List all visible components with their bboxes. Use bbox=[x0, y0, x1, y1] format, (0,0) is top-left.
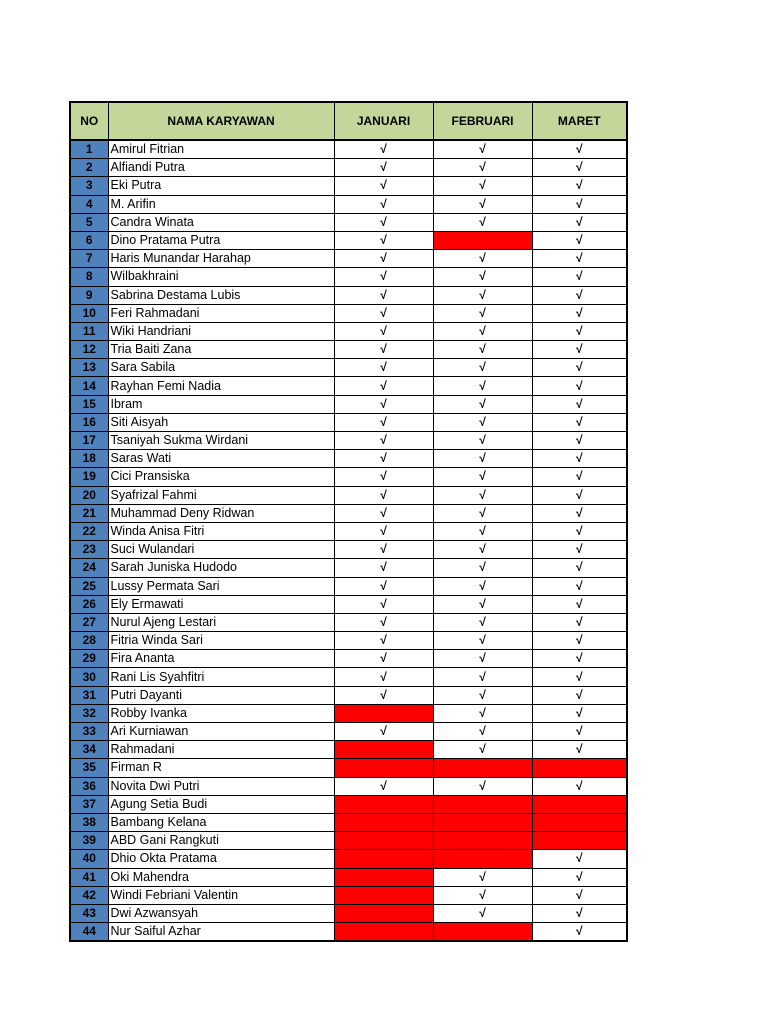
check-icon-march: √ bbox=[532, 286, 627, 304]
check-icon-march: √ bbox=[532, 140, 627, 159]
employee-name: Candra Winata bbox=[108, 213, 334, 231]
check-icon-february: √ bbox=[433, 432, 532, 450]
check-icon-march: √ bbox=[532, 486, 627, 504]
check-icon-march: √ bbox=[532, 213, 627, 231]
employee-name: Amirul Fitrian bbox=[108, 140, 334, 159]
table-row bbox=[70, 395, 627, 413]
employee-name: Lussy Permata Sari bbox=[108, 577, 334, 595]
row-number: 5 bbox=[70, 213, 108, 231]
check-icon-march: √ bbox=[532, 613, 627, 631]
row-number: 16 bbox=[70, 413, 108, 431]
row-number: 15 bbox=[70, 395, 108, 413]
employee-name: Sara Sabila bbox=[108, 359, 334, 377]
row-number: 13 bbox=[70, 359, 108, 377]
table-row bbox=[70, 632, 627, 650]
row-number: 28 bbox=[70, 632, 108, 650]
attendance-table bbox=[69, 101, 628, 942]
table-row bbox=[70, 140, 627, 159]
employee-name: Nurul Ajeng Lestari bbox=[108, 613, 334, 631]
check-icon-march: √ bbox=[532, 177, 627, 195]
check-icon-january: √ bbox=[334, 595, 433, 613]
check-icon-march: √ bbox=[532, 413, 627, 431]
employee-name: Wilbakhraini bbox=[108, 268, 334, 286]
row-number: 39 bbox=[70, 832, 108, 850]
row-number: 40 bbox=[70, 850, 108, 868]
check-icon-february: √ bbox=[433, 159, 532, 177]
check-icon-march: √ bbox=[532, 668, 627, 686]
header-march: MARET bbox=[532, 102, 627, 140]
row-number: 44 bbox=[70, 923, 108, 942]
table-row bbox=[70, 595, 627, 613]
check-icon-march: √ bbox=[532, 541, 627, 559]
row-number: 21 bbox=[70, 504, 108, 522]
row-number: 36 bbox=[70, 777, 108, 795]
check-icon-march: √ bbox=[532, 923, 627, 942]
table-body bbox=[70, 140, 627, 941]
employee-name: Novita Dwi Putri bbox=[108, 777, 334, 795]
check-icon-february: √ bbox=[433, 704, 532, 722]
check-icon-february: √ bbox=[433, 504, 532, 522]
check-icon-march: √ bbox=[532, 559, 627, 577]
row-number: 11 bbox=[70, 322, 108, 340]
check-icon-february: √ bbox=[433, 377, 532, 395]
table-row bbox=[70, 231, 627, 249]
table-row bbox=[70, 832, 627, 850]
table-row bbox=[70, 359, 627, 377]
row-number: 33 bbox=[70, 723, 108, 741]
row-number: 43 bbox=[70, 904, 108, 922]
row-number: 10 bbox=[70, 304, 108, 322]
row-number: 2 bbox=[70, 159, 108, 177]
check-icon-february: √ bbox=[433, 723, 532, 741]
employee-name: Haris Munandar Harahap bbox=[108, 250, 334, 268]
check-icon-february: √ bbox=[433, 250, 532, 268]
employee-name: Alfiandi Putra bbox=[108, 159, 334, 177]
row-number: 17 bbox=[70, 432, 108, 450]
check-icon-february: √ bbox=[433, 522, 532, 540]
absent-cell-march bbox=[532, 813, 627, 831]
employee-name: Ari Kurniawan bbox=[108, 723, 334, 741]
table-row bbox=[70, 759, 627, 777]
check-icon-february: √ bbox=[433, 286, 532, 304]
check-icon-january: √ bbox=[334, 286, 433, 304]
employee-name: Muhammad Deny Ridwan bbox=[108, 504, 334, 522]
check-icon-february: √ bbox=[433, 904, 532, 922]
check-icon-january: √ bbox=[334, 486, 433, 504]
employee-name: M. Arifin bbox=[108, 195, 334, 213]
header-january: JANUARI bbox=[334, 102, 433, 140]
absent-cell-january bbox=[334, 886, 433, 904]
absent-cell-january bbox=[334, 759, 433, 777]
check-icon-march: √ bbox=[532, 850, 627, 868]
row-number: 31 bbox=[70, 686, 108, 704]
check-icon-february: √ bbox=[433, 195, 532, 213]
absent-cell-february bbox=[433, 850, 532, 868]
table-row bbox=[70, 468, 627, 486]
row-number: 29 bbox=[70, 650, 108, 668]
table-row bbox=[70, 741, 627, 759]
absent-cell-february bbox=[433, 923, 532, 942]
employee-name: Rahmadani bbox=[108, 741, 334, 759]
table-row bbox=[70, 668, 627, 686]
header-name: NAMA KARYAWAN bbox=[108, 102, 334, 140]
table-row bbox=[70, 650, 627, 668]
row-number: 42 bbox=[70, 886, 108, 904]
check-icon-february: √ bbox=[433, 541, 532, 559]
absent-cell-january bbox=[334, 813, 433, 831]
table-row bbox=[70, 504, 627, 522]
table-row bbox=[70, 377, 627, 395]
table-row bbox=[70, 723, 627, 741]
check-icon-january: √ bbox=[334, 250, 433, 268]
check-icon-february: √ bbox=[433, 668, 532, 686]
absent-cell-january bbox=[334, 904, 433, 922]
check-icon-january: √ bbox=[334, 541, 433, 559]
table-row bbox=[70, 268, 627, 286]
check-icon-february: √ bbox=[433, 613, 532, 631]
check-icon-february: √ bbox=[433, 268, 532, 286]
header-february: FEBRUARI bbox=[433, 102, 532, 140]
check-icon-march: √ bbox=[532, 650, 627, 668]
employee-name: ABD Gani Rangkuti bbox=[108, 832, 334, 850]
check-icon-january: √ bbox=[334, 304, 433, 322]
employee-name: Feri Rahmadani bbox=[108, 304, 334, 322]
check-icon-march: √ bbox=[532, 195, 627, 213]
table-row bbox=[70, 886, 627, 904]
check-icon-january: √ bbox=[334, 377, 433, 395]
row-number: 32 bbox=[70, 704, 108, 722]
check-icon-february: √ bbox=[433, 868, 532, 886]
employee-name: Fira Ananta bbox=[108, 650, 334, 668]
table-row bbox=[70, 486, 627, 504]
row-number: 23 bbox=[70, 541, 108, 559]
check-icon-january: √ bbox=[334, 522, 433, 540]
table-row bbox=[70, 795, 627, 813]
absent-cell-march bbox=[532, 832, 627, 850]
employee-name: Suci Wulandari bbox=[108, 541, 334, 559]
row-number: 4 bbox=[70, 195, 108, 213]
table-row bbox=[70, 322, 627, 340]
table-row bbox=[70, 522, 627, 540]
check-icon-january: √ bbox=[334, 432, 433, 450]
employee-name: Bambang Kelana bbox=[108, 813, 334, 831]
check-icon-february: √ bbox=[433, 213, 532, 231]
employee-name: Agung Setia Budi bbox=[108, 795, 334, 813]
check-icon-january: √ bbox=[334, 159, 433, 177]
table-row bbox=[70, 213, 627, 231]
table-row bbox=[70, 304, 627, 322]
employee-name: Sabrina Destama Lubis bbox=[108, 286, 334, 304]
employee-name: Winda Anisa Fitri bbox=[108, 522, 334, 540]
row-number: 27 bbox=[70, 613, 108, 631]
row-number: 34 bbox=[70, 741, 108, 759]
employee-name: Ibram bbox=[108, 395, 334, 413]
check-icon-february: √ bbox=[433, 886, 532, 904]
header-row bbox=[70, 102, 627, 140]
table-row bbox=[70, 450, 627, 468]
row-number: 18 bbox=[70, 450, 108, 468]
table-row bbox=[70, 195, 627, 213]
row-number: 20 bbox=[70, 486, 108, 504]
row-number: 35 bbox=[70, 759, 108, 777]
check-icon-february: √ bbox=[433, 686, 532, 704]
employee-name: Rayhan Femi Nadia bbox=[108, 377, 334, 395]
employee-name: Ely Ermawati bbox=[108, 595, 334, 613]
check-icon-march: √ bbox=[532, 595, 627, 613]
absent-cell-january bbox=[334, 795, 433, 813]
check-icon-february: √ bbox=[433, 741, 532, 759]
employee-name: Putri Dayanti bbox=[108, 686, 334, 704]
check-icon-january: √ bbox=[334, 177, 433, 195]
row-number: 7 bbox=[70, 250, 108, 268]
check-icon-february: √ bbox=[433, 632, 532, 650]
table-row bbox=[70, 850, 627, 868]
table-row bbox=[70, 250, 627, 268]
table-row bbox=[70, 432, 627, 450]
absent-cell-january bbox=[334, 832, 433, 850]
table-row bbox=[70, 159, 627, 177]
check-icon-january: √ bbox=[334, 504, 433, 522]
check-icon-january: √ bbox=[334, 632, 433, 650]
check-icon-january: √ bbox=[334, 468, 433, 486]
check-icon-march: √ bbox=[532, 632, 627, 650]
absent-cell-february bbox=[433, 832, 532, 850]
row-number: 30 bbox=[70, 668, 108, 686]
check-icon-january: √ bbox=[334, 668, 433, 686]
employee-name: Firman R bbox=[108, 759, 334, 777]
check-icon-january: √ bbox=[334, 341, 433, 359]
check-icon-february: √ bbox=[433, 413, 532, 431]
row-number: 19 bbox=[70, 468, 108, 486]
check-icon-january: √ bbox=[334, 613, 433, 631]
table-row bbox=[70, 813, 627, 831]
employee-name: Wiki Handriani bbox=[108, 322, 334, 340]
absent-cell-february bbox=[433, 795, 532, 813]
check-icon-january: √ bbox=[334, 359, 433, 377]
table-row bbox=[70, 413, 627, 431]
check-icon-january: √ bbox=[334, 231, 433, 249]
row-number: 41 bbox=[70, 868, 108, 886]
check-icon-january: √ bbox=[334, 268, 433, 286]
table-row bbox=[70, 686, 627, 704]
row-number: 6 bbox=[70, 231, 108, 249]
check-icon-january: √ bbox=[334, 559, 433, 577]
employee-name: Eki Putra bbox=[108, 177, 334, 195]
employee-name: Sarah Juniska Hudodo bbox=[108, 559, 334, 577]
check-icon-march: √ bbox=[532, 304, 627, 322]
check-icon-march: √ bbox=[532, 777, 627, 795]
employee-name: Rani Lis Syahfitri bbox=[108, 668, 334, 686]
table-row bbox=[70, 777, 627, 795]
check-icon-february: √ bbox=[433, 395, 532, 413]
absent-cell-february bbox=[433, 813, 532, 831]
table-row bbox=[70, 577, 627, 595]
check-icon-january: √ bbox=[334, 686, 433, 704]
employee-name: Dwi Azwansyah bbox=[108, 904, 334, 922]
check-icon-february: √ bbox=[433, 777, 532, 795]
employee-name: Saras Wati bbox=[108, 450, 334, 468]
employee-name: Dino Pratama Putra bbox=[108, 231, 334, 249]
check-icon-march: √ bbox=[532, 704, 627, 722]
row-number: 9 bbox=[70, 286, 108, 304]
check-icon-march: √ bbox=[532, 741, 627, 759]
check-icon-january: √ bbox=[334, 195, 433, 213]
check-icon-march: √ bbox=[532, 468, 627, 486]
check-icon-march: √ bbox=[532, 686, 627, 704]
table-row bbox=[70, 541, 627, 559]
table-row bbox=[70, 904, 627, 922]
row-number: 14 bbox=[70, 377, 108, 395]
check-icon-march: √ bbox=[532, 432, 627, 450]
check-icon-march: √ bbox=[532, 268, 627, 286]
row-number: 38 bbox=[70, 813, 108, 831]
employee-name: Tsaniyah Sukma Wirdani bbox=[108, 432, 334, 450]
check-icon-march: √ bbox=[532, 577, 627, 595]
table-row bbox=[70, 613, 627, 631]
table-row bbox=[70, 868, 627, 886]
check-icon-march: √ bbox=[532, 359, 627, 377]
check-icon-march: √ bbox=[532, 377, 627, 395]
employee-name: Fitria Winda Sari bbox=[108, 632, 334, 650]
row-number: 24 bbox=[70, 559, 108, 577]
check-icon-march: √ bbox=[532, 395, 627, 413]
check-icon-march: √ bbox=[532, 886, 627, 904]
employee-name: Robby Ivanka bbox=[108, 704, 334, 722]
employee-name: Windi Febriani Valentin bbox=[108, 886, 334, 904]
absent-cell-march bbox=[532, 795, 627, 813]
check-icon-march: √ bbox=[532, 450, 627, 468]
absent-cell-january bbox=[334, 850, 433, 868]
check-icon-february: √ bbox=[433, 359, 532, 377]
absent-cell-january bbox=[334, 868, 433, 886]
row-number: 25 bbox=[70, 577, 108, 595]
check-icon-march: √ bbox=[532, 341, 627, 359]
table-row bbox=[70, 923, 627, 942]
check-icon-march: √ bbox=[532, 250, 627, 268]
employee-name: Dhio Okta Pratama bbox=[108, 850, 334, 868]
employee-name: Cici Pransiska bbox=[108, 468, 334, 486]
check-icon-march: √ bbox=[532, 322, 627, 340]
check-icon-february: √ bbox=[433, 559, 532, 577]
check-icon-february: √ bbox=[433, 650, 532, 668]
check-icon-february: √ bbox=[433, 577, 532, 595]
check-icon-march: √ bbox=[532, 904, 627, 922]
check-icon-january: √ bbox=[334, 140, 433, 159]
check-icon-february: √ bbox=[433, 177, 532, 195]
employee-name: Tria Baiti Zana bbox=[108, 341, 334, 359]
check-icon-february: √ bbox=[433, 486, 532, 504]
absent-cell-march bbox=[532, 759, 627, 777]
check-icon-march: √ bbox=[532, 723, 627, 741]
table-row bbox=[70, 341, 627, 359]
table-row bbox=[70, 704, 627, 722]
check-icon-march: √ bbox=[532, 868, 627, 886]
employee-name: Siti Aisyah bbox=[108, 413, 334, 431]
check-icon-january: √ bbox=[334, 450, 433, 468]
check-icon-march: √ bbox=[532, 159, 627, 177]
row-number: 26 bbox=[70, 595, 108, 613]
check-icon-january: √ bbox=[334, 777, 433, 795]
table-row bbox=[70, 559, 627, 577]
check-icon-march: √ bbox=[532, 231, 627, 249]
employee-name: Oki Mahendra bbox=[108, 868, 334, 886]
check-icon-march: √ bbox=[532, 504, 627, 522]
row-number: 8 bbox=[70, 268, 108, 286]
check-icon-january: √ bbox=[334, 322, 433, 340]
row-number: 1 bbox=[70, 140, 108, 159]
table-row bbox=[70, 286, 627, 304]
row-number: 3 bbox=[70, 177, 108, 195]
check-icon-february: √ bbox=[433, 595, 532, 613]
check-icon-january: √ bbox=[334, 577, 433, 595]
check-icon-march: √ bbox=[532, 522, 627, 540]
check-icon-january: √ bbox=[334, 395, 433, 413]
header-no: NO bbox=[70, 102, 108, 140]
check-icon-february: √ bbox=[433, 468, 532, 486]
check-icon-january: √ bbox=[334, 413, 433, 431]
check-icon-january: √ bbox=[334, 723, 433, 741]
row-number: 37 bbox=[70, 795, 108, 813]
check-icon-february: √ bbox=[433, 450, 532, 468]
table-header bbox=[70, 102, 627, 140]
check-icon-february: √ bbox=[433, 341, 532, 359]
row-number: 12 bbox=[70, 341, 108, 359]
absent-cell-january bbox=[334, 923, 433, 942]
absent-cell-february bbox=[433, 759, 532, 777]
absent-cell-february bbox=[433, 231, 532, 249]
table-row bbox=[70, 177, 627, 195]
absent-cell-january bbox=[334, 741, 433, 759]
check-icon-february: √ bbox=[433, 140, 532, 159]
absent-cell-january bbox=[334, 704, 433, 722]
employee-name: Nur Saiful Azhar bbox=[108, 923, 334, 942]
check-icon-january: √ bbox=[334, 213, 433, 231]
check-icon-february: √ bbox=[433, 304, 532, 322]
check-icon-february: √ bbox=[433, 322, 532, 340]
row-number: 22 bbox=[70, 522, 108, 540]
employee-name: Syafrizal Fahmi bbox=[108, 486, 334, 504]
check-icon-january: √ bbox=[334, 650, 433, 668]
